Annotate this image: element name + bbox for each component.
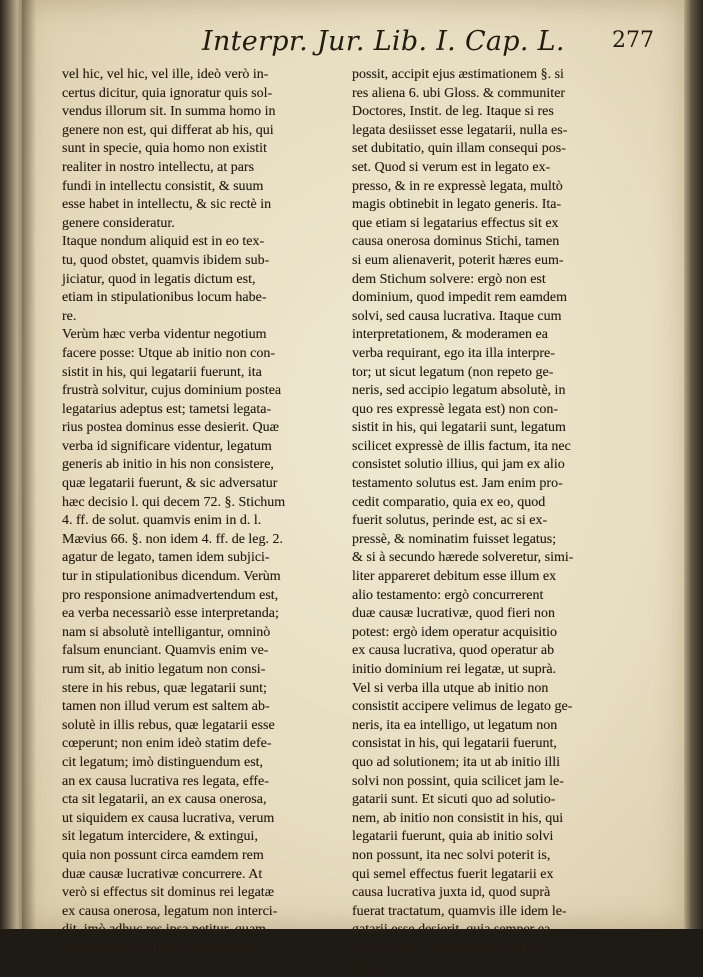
- right-column-line: neris, sed accipio legatum absolutè, in: [352, 382, 644, 401]
- page-fore-edge: [684, 0, 703, 929]
- left-column-line: esse habet in intellectu, & sic rectè in: [62, 196, 370, 215]
- right-column-line: causa onerosa dominus Stichi, tamen: [352, 233, 644, 252]
- right-column-line: gatarii esse desierit, quia semper ea: [352, 921, 644, 940]
- left-column-line: ex causa onerosa, legatum non interci-: [62, 903, 370, 922]
- page-number: 277: [612, 28, 654, 53]
- right-column-line: non possunt, ita nec solvi poterit is,: [352, 847, 644, 866]
- right-column-line: dem Stichum solvere: ergò non est: [352, 271, 644, 290]
- right-column-line: fuerit solutus, perinde est, ac si ex-: [352, 512, 644, 531]
- right-column-line: scilicet expressè de illis factum, ita nec: [352, 438, 644, 457]
- left-column-line: certus dicitur, quia ignoratur quis sol-: [62, 85, 370, 104]
- left-column-line: agatur de legato, tamen idem subjici-: [62, 549, 370, 568]
- left-column-line: tu, quod obstet, quamvis ibidem sub-: [62, 252, 370, 271]
- page-header: [22, 26, 686, 66]
- right-column-line: legata desiisset esse legatarii, nulla es-: [352, 122, 644, 141]
- right-column-line: cedit comparatio, quia ex eo, quod: [352, 494, 644, 513]
- left-column-line: legatarius adeptus est; tametsi legata-: [62, 401, 370, 420]
- left-column-line: tamen, cum accipere legatarius non: [62, 940, 370, 959]
- left-column-line: 4. ff. de solut. quamvis enim in d. l.: [62, 512, 370, 531]
- right-column-line: presso, & in re expressè legata, multò: [352, 178, 644, 197]
- left-column-line: vendus illorum sit. In summa homo in: [62, 103, 370, 122]
- right-column-line: alio testamento: ergò concurrerent: [352, 587, 644, 606]
- left-column-line: dit, imò adhuc res ipsa petitur, quam: [62, 921, 370, 940]
- right-column-line: consistat in his, qui legatarii fuerunt,: [352, 735, 644, 754]
- left-column-line: an ex causa lucrativa res legata, effe-: [62, 773, 370, 792]
- left-column-line: nam si absolutè intelligantur, omninò: [62, 624, 370, 643]
- left-text-column: [62, 66, 370, 959]
- right-column-line: consistet solutio illius, qui jam ex alio: [352, 456, 644, 475]
- right-column-line: solvi non possint, quia scilicet jam le-: [352, 773, 644, 792]
- right-column-line: que etiam si legatarius effectus sit ex: [352, 215, 644, 234]
- right-column-line: si eum alienaverit, poterit hæres eum-: [352, 252, 644, 271]
- left-column-line: genere consideratur.: [62, 215, 370, 234]
- right-column-line: causa lucrativa juxta id, quod suprà: [352, 884, 644, 903]
- left-column-line: cit legatum; imò distinguendum est,: [62, 754, 370, 773]
- right-column-line: testamento solutus est. Jam enim pro-: [352, 475, 644, 494]
- left-column-line: generis ab initio in his non consistere,: [62, 456, 370, 475]
- left-column-line: solutè in illis rebus, quæ legatarii esse: [62, 717, 370, 736]
- right-column-line: set dubitatio, quin illam consequi pos-: [352, 140, 644, 159]
- left-column-line: hæc decisio l. qui decem 72. §. Stichum: [62, 494, 370, 513]
- left-column-line: duæ causæ lucrativæ concurrere. At: [62, 866, 370, 885]
- left-column-line: ea verba necessariò esse interpretanda;: [62, 605, 370, 624]
- left-column-line: Itaque nondum aliquid est in eo tex-: [62, 233, 370, 252]
- right-column-line: consistit accipere velimus de legato ge-: [352, 698, 644, 717]
- right-column-line: fuerat tractatum, quamvis ille idem le-: [352, 903, 644, 922]
- left-column-line: falsum enunciant. Quamvis enim ve-: [62, 642, 370, 661]
- right-column-line: causa obstat, & dominium semel ac-: [352, 940, 644, 959]
- previous-page-edge: [0, 0, 24, 929]
- right-column-line: dominium, quod impedit rem eamdem: [352, 289, 644, 308]
- left-column-line: quæ legatarii fuerunt, & sic adversatur: [62, 475, 370, 494]
- right-column-line: Vel si verba illa utque ab initio non: [352, 680, 644, 699]
- right-column-line: quo res expressè legata est) non con-: [352, 401, 644, 420]
- right-column-line: solvi, sed causa lucrativa. Itaque cum: [352, 308, 644, 327]
- left-column-line: fundi in intellectu consistit, & suum: [62, 178, 370, 197]
- left-column-line: re.: [62, 308, 370, 327]
- running-head: Interpr. Jur. Lib. I. Cap. L.: [202, 26, 565, 57]
- right-column-line: possit, accipit ejus æstimationem §. si: [352, 66, 644, 85]
- left-column-line: genere non est, qui differat ab his, qui: [62, 122, 370, 141]
- right-column-line: verba requirant, ego ita illa interpre-: [352, 345, 644, 364]
- left-column-line: vel hic, vel hic, vel ille, ideò verò in-: [62, 66, 370, 85]
- left-column-line: cœperunt; non enim ideò statim defe-: [62, 735, 370, 754]
- left-column-line: tur in stipulationibus dicendum. Verùm: [62, 568, 370, 587]
- right-column-line: nem, ab initio non consistit in his, qui: [352, 810, 644, 829]
- right-column-line: initio dominium rei legatæ, ut suprà.: [352, 661, 644, 680]
- left-column-line: ut siquidem ex causa lucrativa, verum: [62, 810, 370, 829]
- left-column-line: tamen non illud verum est saltem ab-: [62, 698, 370, 717]
- right-column-line: legatarii fuerunt, quia ab initio solvi: [352, 828, 644, 847]
- left-column-line: Verùm hæc verba videntur negotium: [62, 326, 370, 345]
- right-column-line: neris, ita ea intelligo, ut legatum non: [352, 717, 644, 736]
- binding-gutter-shadow: [22, 0, 36, 929]
- right-column-line: magis obtinebit in legato generis. Ita-: [352, 196, 644, 215]
- left-column-line: rius postea dominus esse desierit. Quæ: [62, 419, 370, 438]
- right-column-line: tor; ut sicut legatum (non repeto ge-: [352, 364, 644, 383]
- left-column-line: rum sit, ab initio legatum non consi-: [62, 661, 370, 680]
- left-column-line: frustrà solvitur, cujus dominium postea: [62, 382, 370, 401]
- left-column-line: etiam in stipulationibus locum habe-: [62, 289, 370, 308]
- left-column-line: stere in his rebus, quæ legatarii sunt;: [62, 680, 370, 699]
- book-page: [22, 0, 686, 929]
- right-column-line: liter appareret debitum esse illum ex: [352, 568, 644, 587]
- right-column-line: sistit in his, qui legatarii sunt, legatum: [352, 419, 644, 438]
- left-column-line: verba id significare videntur, legatum: [62, 438, 370, 457]
- right-column-line: set. Quod si verum est in legato ex-: [352, 159, 644, 178]
- left-column-line: facere posse: Utque ab initio non con-: [62, 345, 370, 364]
- right-column-line: ex causa lucrativa, quod operatur ab: [352, 642, 644, 661]
- left-column-line: quia non possunt circa eamdem rem: [62, 847, 370, 866]
- left-column-line: sit legatum intercidere, & extingui,: [62, 828, 370, 847]
- right-column-line: & si à secundo hærede solveretur, simi-: [352, 549, 644, 568]
- right-column-line: qui semel effectus fuerit legatarii ex: [352, 866, 644, 885]
- right-column-line: res aliena 6. ubi Gloss. & communiter: [352, 85, 644, 104]
- right-column-line: gatarii sunt. Et sicuti quo ad solutio-: [352, 791, 644, 810]
- right-column-line: qui-: [352, 959, 644, 977]
- left-column-line: sistit in his, qui legatarii fuerunt, ita: [62, 364, 370, 383]
- right-column-line: interpretationem, & moderamen ea: [352, 326, 644, 345]
- right-column-line: Doctores, Instit. de leg. Itaque si res: [352, 103, 644, 122]
- right-column-line: pressè, & nominatim fuisset legatus;: [352, 531, 644, 550]
- left-column-line: sunt in specie, quia homo non existit: [62, 140, 370, 159]
- right-column-line: quo ad solutionem; ita ut ab initio illi: [352, 754, 644, 773]
- left-column-line: jiciatur, quod in legatis dictum est,: [62, 271, 370, 290]
- left-column-line: pro responsione animadvertendum est,: [62, 587, 370, 606]
- left-column-line: realiter in nostro intellectu, at pars: [62, 159, 370, 178]
- right-column-line: potest: ergò idem operatur acquisitio: [352, 624, 644, 643]
- left-column-line: verò si effectus sit dominus rei legatæ: [62, 884, 370, 903]
- right-column-line: duæ causæ lucrativæ, quod fieri non: [352, 605, 644, 624]
- left-column-line: Mævius 66. §. non idem 4. ff. de leg. 2.: [62, 531, 370, 550]
- right-text-column: [352, 66, 644, 977]
- left-column-line: cta sit legatarii, an ex causa onerosa,: [62, 791, 370, 810]
